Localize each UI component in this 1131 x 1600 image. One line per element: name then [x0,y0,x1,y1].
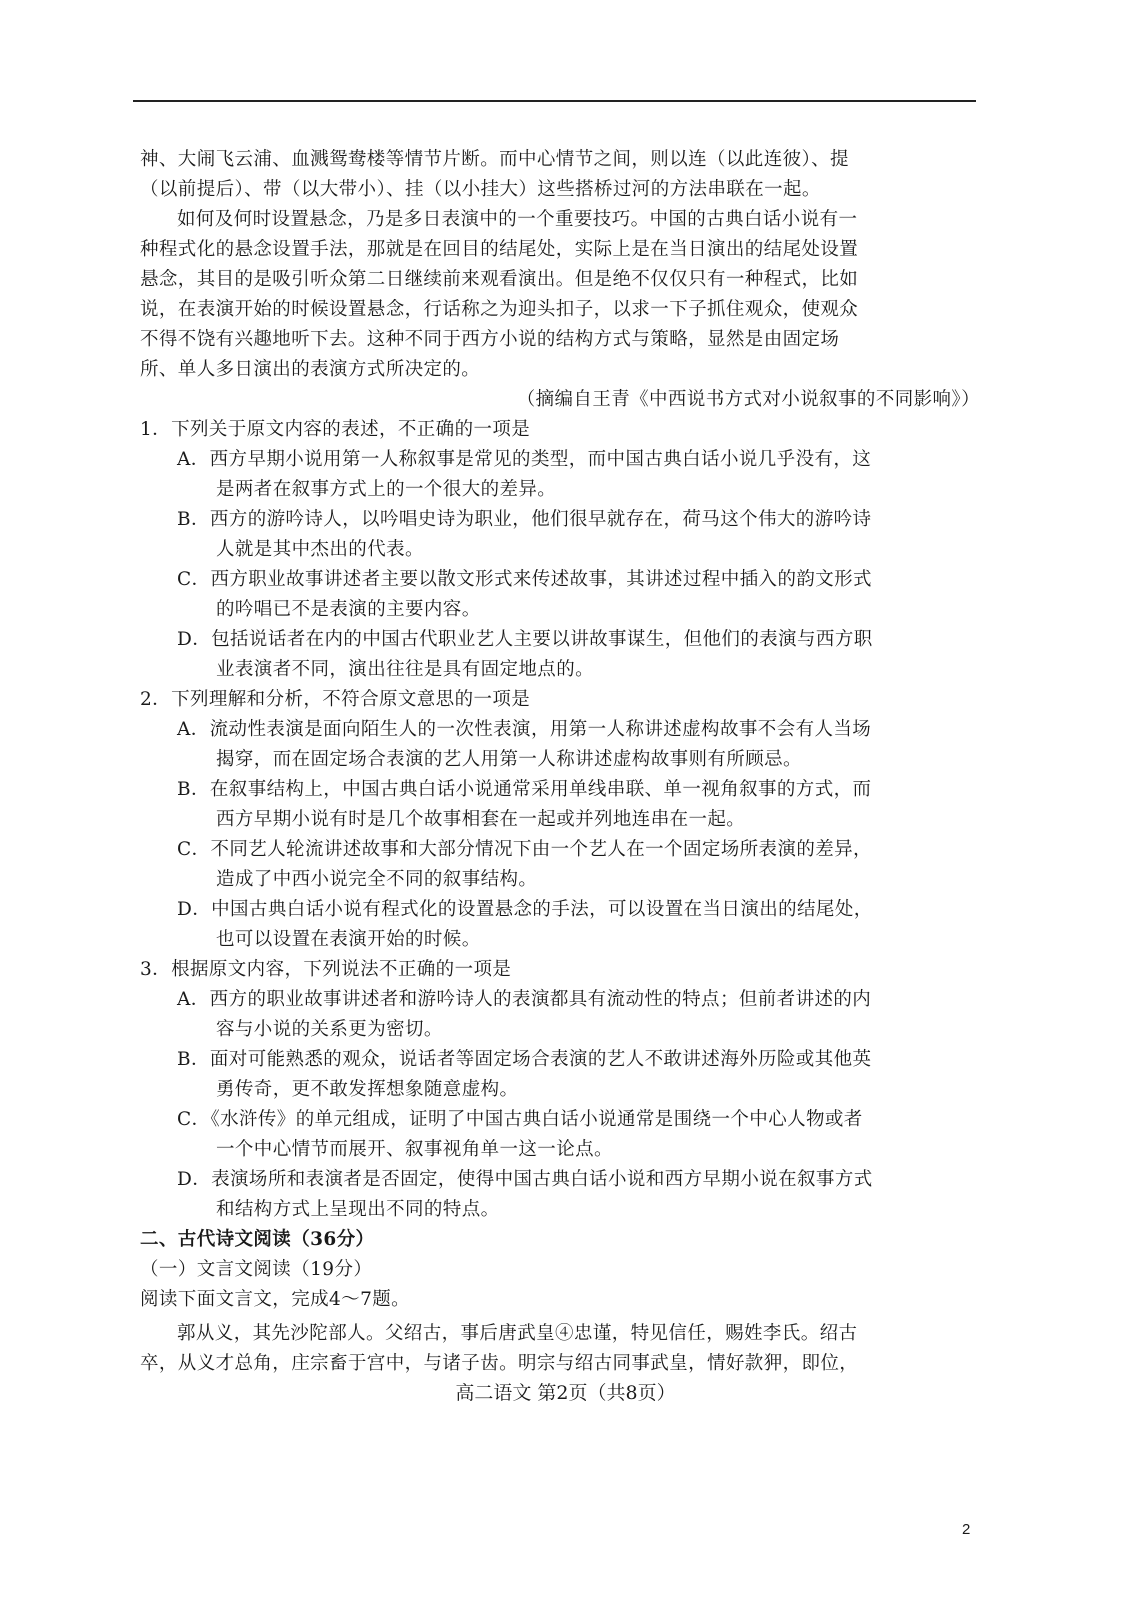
question-2-option-b-cont: 西方早期小说有时是几个故事相套在一起或并列地连串在一起。 [216,809,746,830]
passage-line: （以前提后）、带（以大带小）、挂（以小挂大）这些搭桥过河的方法串联在一起。 [140,179,821,200]
question-1-option-b: B．西方的游吟诗人，以吟唱史诗为职业，他们很早就存在，荷马这个伟大的游吟诗 [177,509,872,530]
question-1-stem: 1．下列关于原文内容的表述，不正确的一项是 [140,419,531,440]
passage-line: 不得不饶有兴趣地听下去。这种不同于西方小说的结构方式与策略，显然是由固定场 [140,329,840,350]
question-2-option-a-cont: 揭穿，而在固定场合表演的艺人用第一人称讲述虚构故事则有所顾忌。 [216,749,802,770]
question-3-option-c: C．《水浒传》的单元组成，证明了中国古典白话小说通常是围绕一个中心人物或者 [177,1109,863,1130]
passage-line: 神、大闹飞云浦、血溅鸳鸯楼等情节片断。而中心情节之间，则以连（以此连彼）、提 [140,149,849,170]
question-2-option-a: A．流动性表演是面向陌生人的一次性表演，用第一人称讲述虚构故事不会有人当场 [177,719,872,740]
passage-line: 种程式化的悬念设置手法，那就是在回目的结尾处，实际上是在当日演出的结尾处设置 [140,239,859,260]
question-3-option-c-cont: 一个中心情节而展开、叙事视角单一这一论点。 [216,1139,613,1160]
question-2-stem: 2．下列理解和分析，不符合原文意思的一项是 [140,689,531,710]
header-rule [133,100,976,102]
question-1-option-d-cont: 业表演者不同，演出往往是具有固定地点的。 [216,659,595,680]
passage-line: 如何及何时设置悬念，乃是多日表演中的一个重要技巧。中国的古典白话小说有一 [177,209,858,230]
question-2-option-b: B．在叙事结构上，中国古典白话小说通常采用单线串联、单一视角叙事的方式，而 [177,779,872,800]
page-number: 2 [962,1521,971,1538]
question-2-option-d-cont: 也可以设置在表演开始的时候。 [216,929,481,950]
passage-line: 所、单人多日演出的表演方式所决定的。 [140,359,481,380]
question-2-option-c: C．不同艺人轮流讲述故事和大部分情况下由一个艺人在一个固定场所表演的差异， [177,839,872,860]
question-2-option-d: D．中国古典白话小说有程式化的设置悬念的手法，可以设置在当日演出的结尾处， [177,899,873,920]
instruction-text: 阅读下面文言文，完成4～7题。 [140,1289,411,1310]
document-body [140,145,985,1379]
subsection-heading: （一）文言文阅读（19分） [140,1259,373,1280]
classical-text-line: 郭从义，其先沙陀部人。父绍古，事后唐武皇④忠谨，特见信任，赐姓李氏。绍古 [177,1323,858,1344]
page-footer: 高二语文 第2页（共8页） [455,1382,676,1404]
question-1-option-c: C．西方职业故事讲述者主要以散文形式来传述故事，其讲述过程中插入的韵文形式 [177,569,872,590]
source-citation: （摘编自王青《中西说书方式对小说叙事的不同影响》） [516,389,980,410]
question-3-option-b-cont: 勇传奇，更不敢发挥想象随意虚构。 [216,1079,519,1100]
question-3-option-a: A．西方的职业故事讲述者和游吟诗人的表演都具有流动性的特点；但前者讲述的内 [177,989,872,1010]
section-heading: 二、古代诗文阅读（36分） [140,1229,375,1250]
classical-text-line: 卒，从义才总角，庄宗畜于宫中，与诸子齿。明宗与绍古同事武皇，情好款狎，即位， [140,1353,859,1374]
passage-line: 悬念，其目的是吸引听众第二日继续前来观看演出。但是绝不仅仅只有一种程式，比如 [140,269,859,290]
question-1-option-a-cont: 是两者在叙事方式上的一个很大的差异。 [216,479,557,500]
question-1-option-b-cont: 人就是其中杰出的代表。 [216,539,424,560]
question-1-option-c-cont: 的吟唱已不是表演的主要内容。 [216,599,481,620]
question-3-option-b: B．面对可能熟悉的观众，说话者等固定场合表演的艺人不敢讲述海外历险或其他英 [177,1049,872,1070]
question-2-option-c-cont: 造成了中西小说完全不同的叙事结构。 [216,869,538,890]
question-3-option-d: D．表演场所和表演者是否固定，使得中国古典白话小说和西方早期小说在叙事方式 [177,1169,873,1190]
question-3-option-d-cont: 和结构方式上呈现出不同的特点。 [216,1199,500,1220]
question-1-option-d: D．包括说话者在内的中国古代职业艺人主要以讲故事谋生，但他们的表演与西方职 [177,629,873,650]
question-3-stem: 3．根据原文内容，下列说法不正确的一项是 [140,959,512,980]
question-3-option-a-cont: 容与小说的关系更为密切。 [216,1019,443,1040]
passage-line: 说，在表演开始的时候设置悬念，行话称之为迎头扣子，以求一下子抓住观众，使观众 [140,299,859,320]
question-1-option-a: A．西方早期小说用第一人称叙事是常见的类型，而中国古典白话小说几乎没有，这 [177,449,872,470]
